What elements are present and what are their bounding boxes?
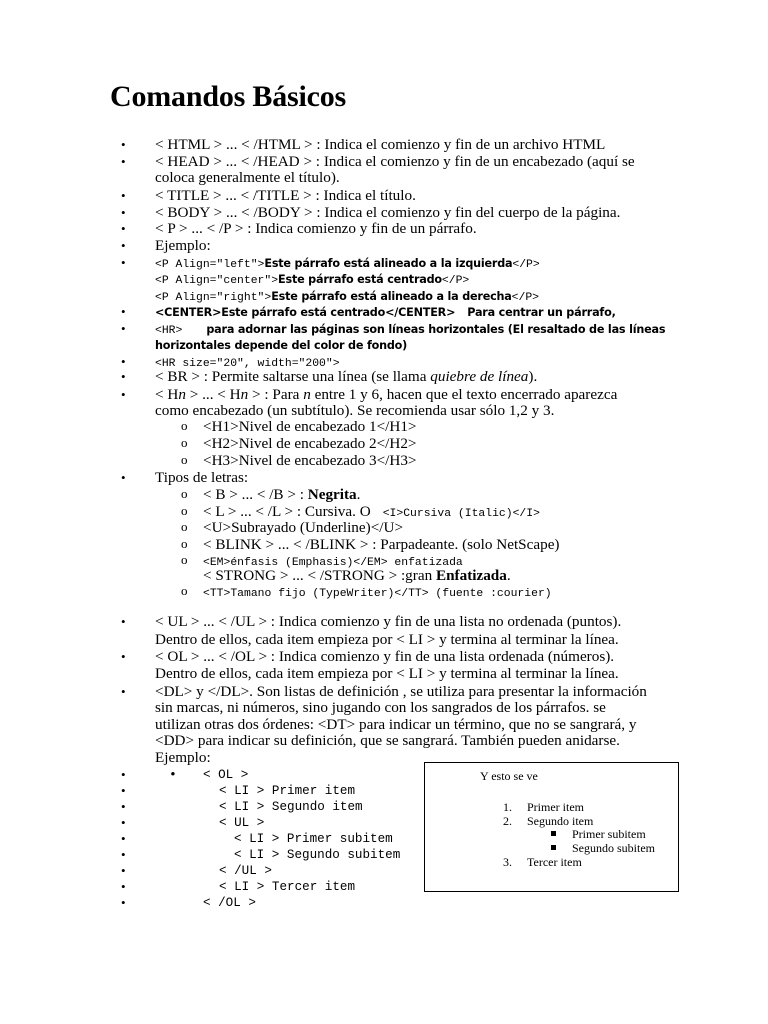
italic-text: n <box>240 386 249 403</box>
bullet-column <box>121 767 126 911</box>
code-line: < /OL > <box>203 896 256 910</box>
preview-subitem: Primer subitem <box>572 827 646 841</box>
list-item-dl-cont: Ejemplo: <box>155 749 211 766</box>
italic-text: n <box>303 386 311 403</box>
list-item-tipos: • Tipos de letras: <box>155 470 248 486</box>
bullet: • <box>121 815 126 830</box>
list-item-ol-cont: Dentro de ellos, cada item empieza por < LI > y termina al terminar la línea. <box>155 665 619 682</box>
square-bullet-icon <box>551 845 556 850</box>
preview-number: 1. <box>503 800 512 814</box>
bullet: • <box>121 879 126 894</box>
code-text: <P Align="center"> <box>155 275 279 287</box>
text: < BR > : Permite saltarse una línea (se llama <box>155 368 431 385</box>
preview-title: Y esto se ve <box>480 769 538 783</box>
code-line: < LI > Tercer item <box>219 880 356 894</box>
sublist-item-b <box>203 487 360 503</box>
list-item-dl-cont: <DD> para indicar su definición, que se sangrará. También pueden anidarse. <box>155 732 620 749</box>
list-item-br <box>155 369 537 385</box>
sample-text: <CENTER>Este párrafo está centrado</CENTER> <box>155 306 456 319</box>
list-item-title: • < TITLE > ... < /TITLE > : Indica el título. <box>155 188 416 204</box>
bullet: • <box>121 783 126 798</box>
bullet: • <box>121 767 126 782</box>
code-text: </P> <box>441 275 470 287</box>
code-line: < UL > <box>219 816 265 830</box>
text: ). <box>528 368 538 385</box>
code-text: <HR> <box>155 325 183 337</box>
text: > ... < H <box>185 386 241 403</box>
square-bullet-icon <box>551 831 556 836</box>
code-text: </P> <box>512 259 540 271</box>
list-item-ul-cont: Dentro de ellos, cada item empieza por < LI > y termina al terminar la línea. <box>155 631 619 648</box>
text: > : Para <box>248 386 304 403</box>
bullet: • <box>121 895 126 910</box>
sublist-item-strong <box>203 568 511 584</box>
code-text: <P Align="right"> <box>155 292 272 304</box>
list-item-dl: • <DL> y </DL>. Son listas de definición , se utiliza para presentar la información <box>155 684 647 700</box>
preview-number: 3. <box>503 855 512 869</box>
sublist-item-u: o <U>Subrayado (Underline)</U> <box>203 520 403 536</box>
list-item-dl-cont: sin marcas, ni números, sino jugando con los sangrados de los párrafos. se <box>155 699 606 716</box>
sample-text: Este párrafo está alineado a la derecha <box>271 290 512 303</box>
italic-text: n <box>178 386 186 403</box>
code-line: < LI > Segundo item <box>219 800 363 814</box>
code-line: < LI > Segundo subitem <box>234 848 401 862</box>
sample-text: horizontales depende del color de fondo) <box>155 339 408 352</box>
sublist-item-h3: o <H3>Nivel de encabezado 3</H3> <box>203 453 417 469</box>
list-item-ul: • < UL > ... < /UL > : Indica comienzo y fin de una lista no ordenada (puntos). <box>155 614 621 630</box>
list-item-head: • < HEAD > ... < /HEAD > : Indica el comienzo y fin de un encabezado (aquí se <box>155 154 635 170</box>
sample-text: Este párrafo está alineado a la izquierda <box>264 257 513 270</box>
list-item-p: • < P > ... < /P > : Indica comienzo y fin de un párrafo. <box>155 221 477 237</box>
sample-text: Para centrar un párrafo, <box>467 306 616 319</box>
sublist-item-h2: o <H2>Nivel de encabezado 2</H2> <box>203 436 417 452</box>
list-item-hn-cont: como encabezado (un subtítulo). Se recomienda usar sólo 1,2 y 3. <box>155 402 555 419</box>
bold-text: Enfatizada <box>435 567 507 584</box>
code-line: < LI > Primer subitem <box>234 832 393 846</box>
text: < STRONG > ... < /STRONG > :gran <box>203 567 436 584</box>
text: < H <box>155 386 179 403</box>
sublist-item-tt <box>203 584 552 602</box>
code-line: < LI > Primer item <box>219 784 356 798</box>
bold-text: Negrita <box>307 486 357 503</box>
code-text: <EM>énfasis (Emphasis)</EM> enfatizada <box>203 557 463 569</box>
code-text: <P Align="left"> <box>155 259 265 271</box>
preview-item: Primer item <box>527 800 584 814</box>
preview-box <box>424 762 679 892</box>
bullet: • <box>121 831 126 846</box>
preview-number: 2. <box>503 814 512 828</box>
sample-text: para adornar las páginas son líneas horizontales (El resaltado de las líneas <box>206 323 666 336</box>
preview-item: Tercer item <box>527 855 582 869</box>
preview-item: Segundo item <box>527 814 594 828</box>
list-item-center <box>155 304 616 321</box>
list-item-head-cont: coloca generalmente el título). <box>155 169 340 186</box>
list-item-p-center <box>155 271 469 289</box>
text: . <box>356 486 361 503</box>
code-text: <TT>Tamano fijo (TypeWriter)</TT> (fuente :courier) <box>203 588 552 600</box>
code-text: <HR size="20", width="200"> <box>155 358 340 370</box>
list-item-ejemplo: • Ejemplo: <box>155 238 211 254</box>
page-title: Comandos Básicos <box>110 80 347 113</box>
text: . <box>506 567 511 584</box>
text: entre 1 y 6, hacen que el texto encerrado aparezca <box>310 386 618 403</box>
bullet: • <box>121 863 126 878</box>
list-item-ol: • < OL > ... < /OL > : Indica comienzo y fin de una lista ordenada (números). <box>155 649 614 665</box>
code-text: <I>Cursiva (Italic)</I> <box>382 508 540 520</box>
code-text: </P> <box>511 292 540 304</box>
text: < B > ... < /B > : <box>203 486 308 503</box>
italic-text: quiebre de línea <box>430 368 529 385</box>
sublist-item-h1: o <H1>Nivel de encabezado 1</H1> <box>203 419 417 435</box>
bullet: • <box>121 847 126 862</box>
list-item-body: • < BODY > ... < /BODY > : Indica el comienzo y fin del cuerpo de la página. <box>155 205 620 221</box>
preview-subitem: Segundo subitem <box>572 841 655 855</box>
bullet: • <box>121 799 126 814</box>
sublist-item-blink: o < BLINK > ... < /BLINK > : Parpadeante. (solo NetScape) <box>203 537 560 553</box>
list-item-hn <box>155 387 617 403</box>
list-item-hr-cont <box>155 337 407 354</box>
code-line: • < OL > <box>203 767 248 783</box>
list-item-dl-cont: utilizan otras dos órdenes: <DT> para indicar un término, que no se sangrará, y <box>155 716 637 733</box>
code-line: < /UL > <box>219 864 272 878</box>
list-item-html: • < HTML > ... < /HTML > : Indica el comienzo y fin de un archivo HTML <box>155 137 605 153</box>
sample-text: Este párrafo está centrado <box>278 273 442 286</box>
text: < L > ... < /L > : Cursiva. O <box>203 503 371 520</box>
